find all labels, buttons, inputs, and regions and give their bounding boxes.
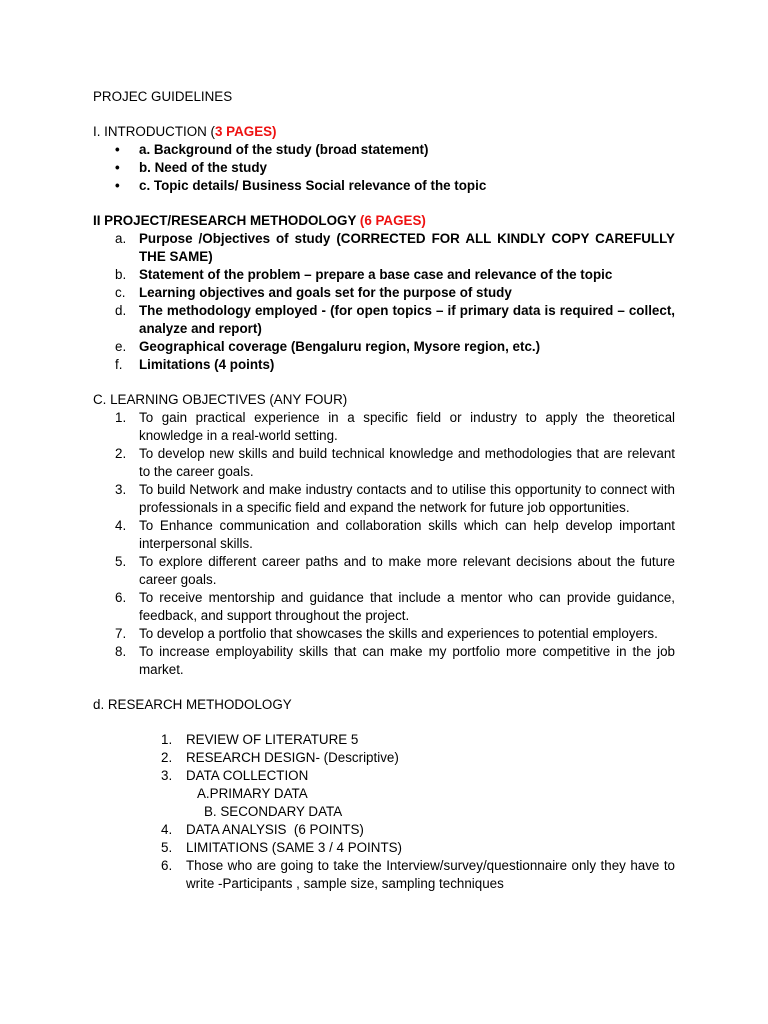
list-item-text: To develop new skills and build technical knowledge and methodologies that are relevant to the career goals. <box>139 446 675 479</box>
list-item <box>93 553 675 589</box>
list-item <box>93 517 675 553</box>
list-item <box>93 857 675 893</box>
list-item-text: To build Network and make industry contacts and to utilise this opportunity to connect with professionals in a specific field and expand the network for future job opportunities. <box>139 482 675 515</box>
list-item <box>93 177 675 195</box>
bullet-icon: • <box>115 160 120 175</box>
list-item-text: LIMITATIONS (SAME 3 / 4 POINTS) <box>186 840 403 855</box>
list-item <box>93 643 675 679</box>
list-item-text: c. Topic details/ Business Social relevance of the topic <box>139 178 487 193</box>
list-item-text: DATA ANALYSIS (6 POINTS) <box>186 822 364 837</box>
list-marker: 5. <box>161 840 173 855</box>
introduction-heading-text: I. INTRODUCTION ( <box>93 124 215 139</box>
list-item-text: RESEARCH DESIGN- (Descriptive) <box>186 750 399 765</box>
list-item-text: Statement of the problem – prepare a base case and relevance of the topic <box>139 267 613 282</box>
list-item-text: To increase employability skills that can make my portfolio more competitive in the job market. <box>139 644 675 677</box>
list-marker: 4. <box>161 822 173 837</box>
list-item-text: REVIEW OF LITERATURE 5 <box>186 732 359 747</box>
sub-item-secondary-data: B. SECONDARY DATA <box>204 804 343 819</box>
methodology-list <box>93 230 675 374</box>
list-item-text: Geographical coverage (Bengaluru region, Mysore region, etc.) <box>139 339 541 354</box>
list-item-text: To gain practical experience in a specific field or industry to apply the theoretical knowledge in a real-world setting. <box>139 410 675 443</box>
list-item-text: The methodology employed - (for open topics – if primary data is required – collect, analyze and report) <box>139 303 675 336</box>
list-item <box>93 731 675 749</box>
list-item <box>93 625 675 643</box>
list-item-text: To develop a portfolio that showcases the skills and experiences to potential employers. <box>139 626 658 641</box>
list-item <box>93 284 675 302</box>
list-marker: d. <box>115 303 127 318</box>
list-marker: 3. <box>161 768 173 783</box>
list-marker: 3. <box>115 482 127 497</box>
list-marker: a. <box>115 231 127 246</box>
list-marker: 1. <box>115 410 127 425</box>
learning-objectives-heading: C. LEARNING OBJECTIVES (ANY FOUR) <box>93 392 348 407</box>
list-item-text: Purpose /Objectives of study (CORRECTED FOR ALL KINDLY COPY CAREFULLY THE SAME) <box>139 231 675 264</box>
list-item <box>93 839 675 857</box>
list-item <box>93 266 675 284</box>
list-item-text: Limitations (4 points) <box>139 357 275 372</box>
list-item <box>93 338 675 356</box>
list-item <box>93 445 675 481</box>
list-marker: b. <box>115 267 127 282</box>
sub-item-primary-data: A.PRIMARY DATA <box>197 786 308 801</box>
list-marker: 2. <box>115 446 127 461</box>
list-item <box>93 409 675 445</box>
page-title: PROJEC GUIDELINES <box>93 89 233 104</box>
list-item <box>93 767 675 785</box>
research-methodology-list-continued <box>93 821 675 893</box>
list-item-text: b. Need of the study <box>139 160 267 175</box>
list-item <box>93 302 675 338</box>
list-item-text: DATA COLLECTION <box>186 768 309 783</box>
list-marker: f. <box>115 357 123 372</box>
list-marker: 4. <box>115 518 127 533</box>
document-body <box>93 88 675 893</box>
methodology-heading <box>93 212 675 230</box>
introduction-heading <box>93 123 675 141</box>
bullet-icon: • <box>115 142 120 157</box>
list-item <box>93 589 675 625</box>
list-item <box>93 481 675 517</box>
research-methodology-heading: d. RESEARCH METHODOLOGY <box>93 697 292 712</box>
methodology-heading-text: II PROJECT/RESEARCH METHODOLOGY <box>93 213 360 228</box>
list-item-text: To Enhance communication and collaboration skills which can help develop important interpersonal skills. <box>139 518 675 551</box>
list-marker: 6. <box>161 858 173 873</box>
list-marker: e. <box>115 339 127 354</box>
list-item <box>93 141 675 159</box>
introduction-pages: 3 PAGES) <box>215 124 277 139</box>
list-item-text: Those who are going to take the Interview/survey/questionnaire only they have to write -Participants , sample size, sampling techniques <box>186 858 675 891</box>
list-marker: 1. <box>161 732 173 747</box>
methodology-pages: (6 PAGES) <box>359 213 426 228</box>
list-marker: 8. <box>115 644 127 659</box>
list-marker: 7. <box>115 626 127 641</box>
research-methodology-list <box>93 731 675 785</box>
list-item <box>93 159 675 177</box>
list-item-text: To receive mentorship and guidance that include a mentor who can provide guidance, feedback, and support throughout the project. <box>139 590 675 623</box>
learning-objectives-list <box>93 409 675 679</box>
bullet-icon: • <box>115 178 120 193</box>
introduction-list <box>93 141 675 195</box>
list-marker: 5. <box>115 554 127 569</box>
list-marker: 2. <box>161 750 173 765</box>
list-item-text: a. Background of the study (broad statement) <box>139 142 429 157</box>
list-marker: c. <box>115 285 126 300</box>
list-marker: 6. <box>115 590 127 605</box>
list-item <box>93 821 675 839</box>
list-item-text: Learning objectives and goals set for the purpose of study <box>139 285 512 300</box>
list-item <box>93 356 675 374</box>
list-item-text: To explore different career paths and to make more relevant decisions about the future career goals. <box>139 554 675 587</box>
list-item <box>93 749 675 767</box>
list-item <box>93 230 675 266</box>
